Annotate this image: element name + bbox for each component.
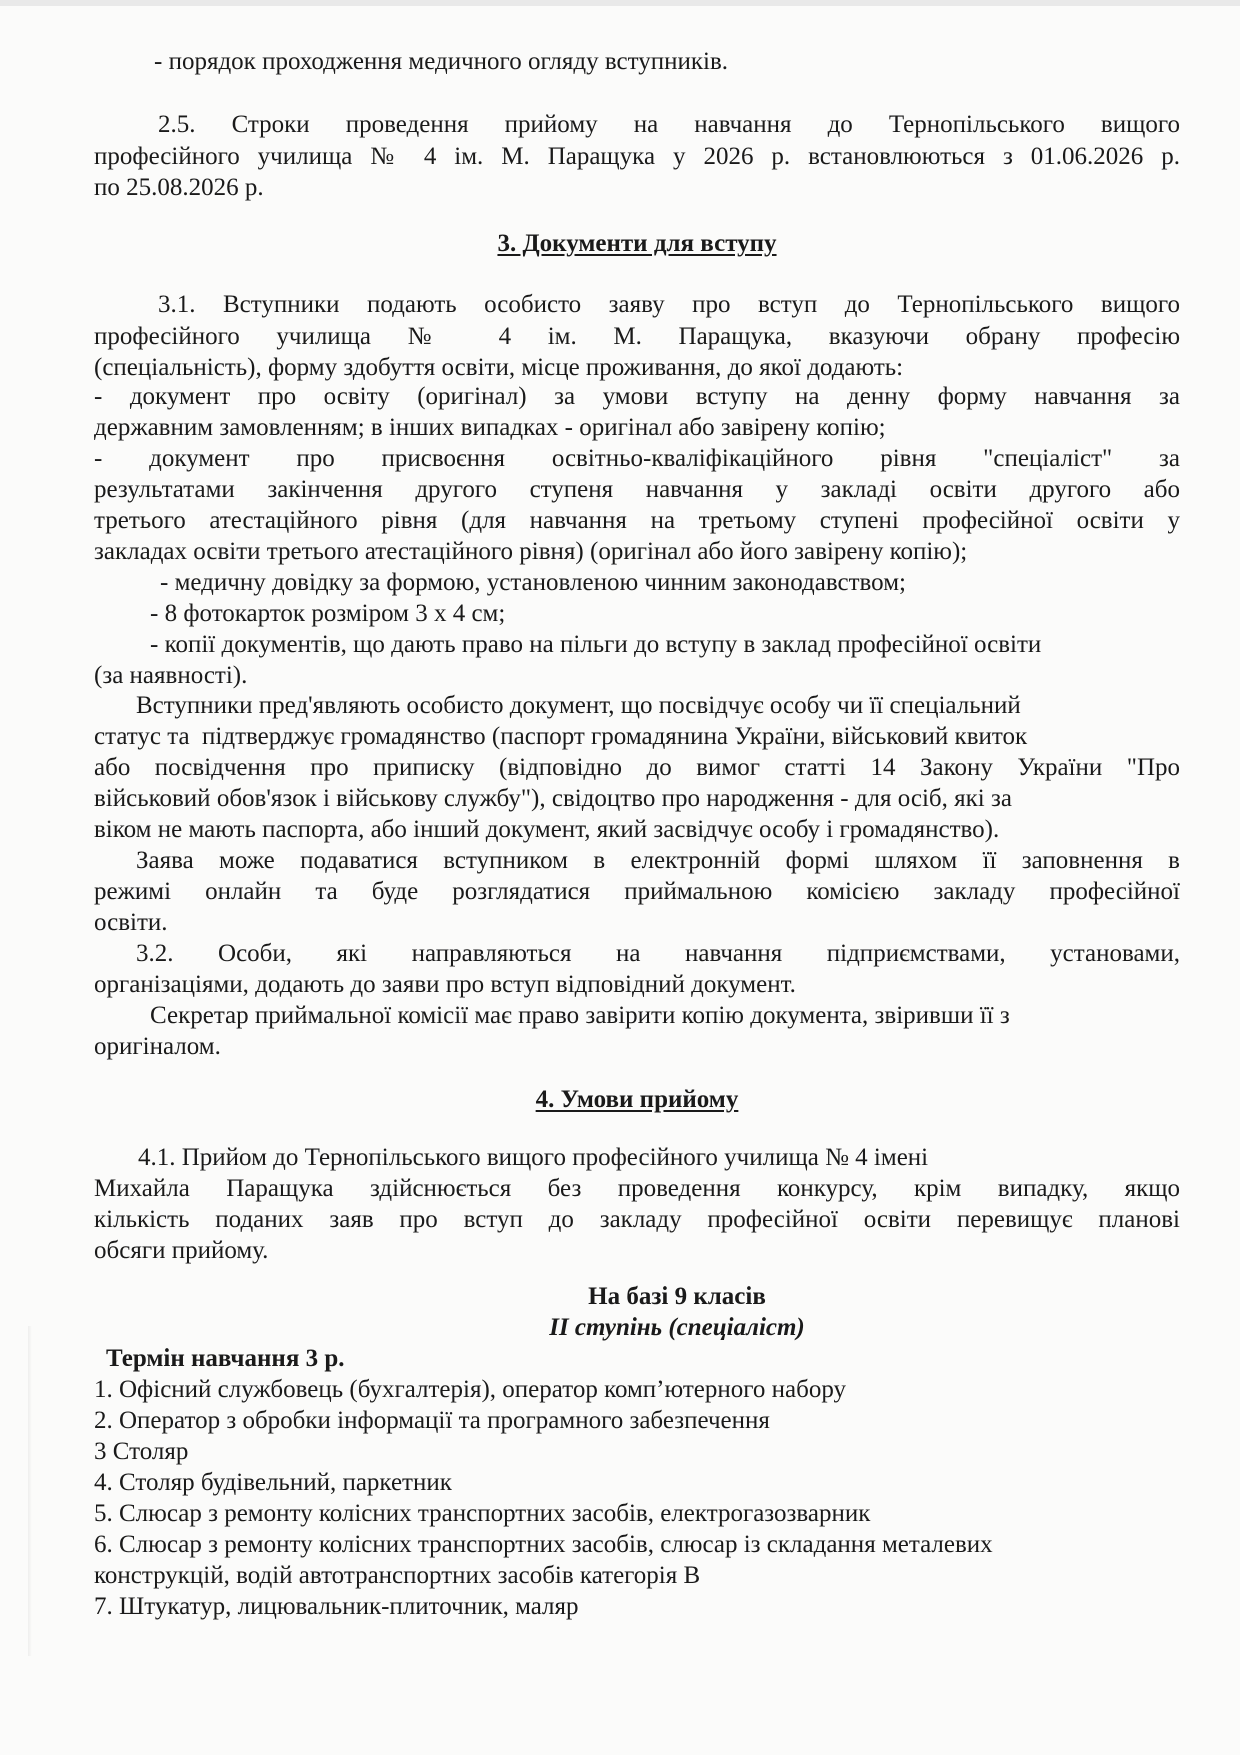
paragraph-line: результатами закінчення другого ступеня навчання у закладі освіти другого або bbox=[94, 476, 1180, 503]
paragraph-line: - копії документів, що дають право на пільги до вступу в заклад професійної освіти bbox=[150, 631, 1042, 658]
paragraph-line: (спеціальність), форму здобуття освіти, місце проживання, до якої додають: bbox=[94, 354, 904, 381]
paragraph-line: режимі онлайн та буде розглядатися приймальною комісією закладу професійної bbox=[94, 878, 1180, 905]
profession-item: 3 Столяр bbox=[94, 1438, 189, 1465]
intro-list-item: - порядок проходження медичного огляду вступників. bbox=[154, 48, 728, 75]
paragraph-line: військовий обов'язок і військову службу"), свідоцтво про народження - для осіб, які за bbox=[94, 785, 1012, 812]
list-item-photos: - 8 фотокарток розміром 3 х 4 см; bbox=[150, 600, 506, 627]
profession-item: 1. Офісний службовець (бухгалтерія), оператор комп’ютерного набору bbox=[94, 1376, 846, 1403]
paragraph-line: оригіналом. bbox=[94, 1033, 221, 1060]
paragraph-line: третього атестаційного рівня (для навчання на третьому ступені професійної освіти у bbox=[94, 507, 1180, 534]
profession-item: 4. Столяр будівельний, паркетник bbox=[94, 1469, 452, 1496]
profession-item: 2. Оператор з обробки інформації та програмного забезпечення bbox=[94, 1407, 770, 1434]
section-3-heading: 3. Документи для вступу bbox=[497, 230, 777, 257]
paragraph-line: 3.1. Вступники подають особисто заяву про вступ до Тернопільського вищого bbox=[158, 291, 1180, 318]
paragraph-line: (за наявності). bbox=[94, 662, 248, 689]
list-item-medical-certificate: - медичну довідку за формою, установленою чинним законодавством; bbox=[160, 569, 906, 596]
profession-item: 7. Штукатур, лицювальник-плиточник, маляр bbox=[94, 1593, 579, 1620]
paragraph-line: Секретар приймальної комісії має право завірити копію документа, звіривши її з bbox=[150, 1002, 1010, 1029]
paragraph-line: обсяги прийому. bbox=[94, 1237, 269, 1264]
paragraph-line: 2.5. Строки проведення прийому на навчання до Тернопільського вищого bbox=[158, 111, 1180, 138]
paragraph-line: - документ про присвоєння освітньо-кваліфікаційного рівня "спеціаліст" за bbox=[94, 445, 1180, 472]
profession-item: 5. Слюсар з ремонту колісних транспортних засобів, електрогазозварник bbox=[94, 1500, 871, 1527]
level-title: II ступінь (спеціаліст) bbox=[549, 1314, 805, 1341]
profession-item-continued: конструкцій, водій автотранспортних засобів категорія В bbox=[94, 1562, 701, 1589]
paragraph-line: закладах освіти третього атестаційного рівня) (оригінал або його завірену копію); bbox=[94, 538, 968, 565]
paragraph-line: 4.1. Прийом до Тернопільського вищого професійного училища № 4 імені bbox=[138, 1144, 929, 1171]
paragraph-line: статус та підтверджує громадянство (паспорт громадянина України, військовий квиток bbox=[94, 723, 1028, 750]
paragraph-line: - документ про освіту (оригінал) за умови вступу на денну форму навчання за bbox=[94, 383, 1180, 410]
section-4-heading: 4. Умови прийому bbox=[535, 1086, 739, 1113]
paragraph-line: віком не мають паспорта, або інший документ, який засвідчує особу і громадянство). bbox=[94, 816, 1000, 843]
paragraph-line: Вступники пред'являють особисто документ, що посвідчує особу чи її спеціальний bbox=[136, 692, 1021, 719]
paragraph-line: державним замовленням; в інших випадках - оригінал або завірену копію; bbox=[94, 414, 886, 441]
paragraph-line: професійного училища № 4 ім. М. Паращука у 2026 р. встановлюються з 01.06.2026 р. bbox=[94, 143, 1180, 170]
study-duration: Термін навчання 3 р. bbox=[106, 1345, 345, 1372]
paragraph-line: або посвідчення про приписку (відповідно до вимог статті 14 Закону України "Про bbox=[94, 754, 1180, 781]
scan-edge-shadow bbox=[28, 1326, 32, 1656]
paragraph-line: організаціями, додають до заяви про вступ відповідний документ. bbox=[94, 971, 796, 998]
profession-item: 6. Слюсар з ремонту колісних транспортних засобів, слюсар із складання металевих bbox=[94, 1531, 993, 1558]
paragraph-line: Заява може подаватися вступником в електронній формі шляхом її заповнення в bbox=[136, 847, 1180, 874]
base-9-classes-title: На базі 9 класів bbox=[588, 1283, 766, 1310]
paragraph-line: 3.2. Особи, які направляються на навчання підприємствами, установами, bbox=[136, 940, 1180, 967]
paragraph-line: кількість поданих заяв про вступ до закладу професійної освіти перевищує планові bbox=[94, 1206, 1180, 1233]
paragraph-line: Михайла Паращука здійснюється без проведення конкурсу, крім випадку, якщо bbox=[94, 1175, 1180, 1202]
paragraph-line: по 25.08.2026 р. bbox=[94, 174, 264, 201]
paragraph-line: професійного училища № 4 ім. М. Паращука, вказуючи обрану професію bbox=[94, 323, 1180, 350]
paragraph-line: освіти. bbox=[94, 909, 168, 936]
